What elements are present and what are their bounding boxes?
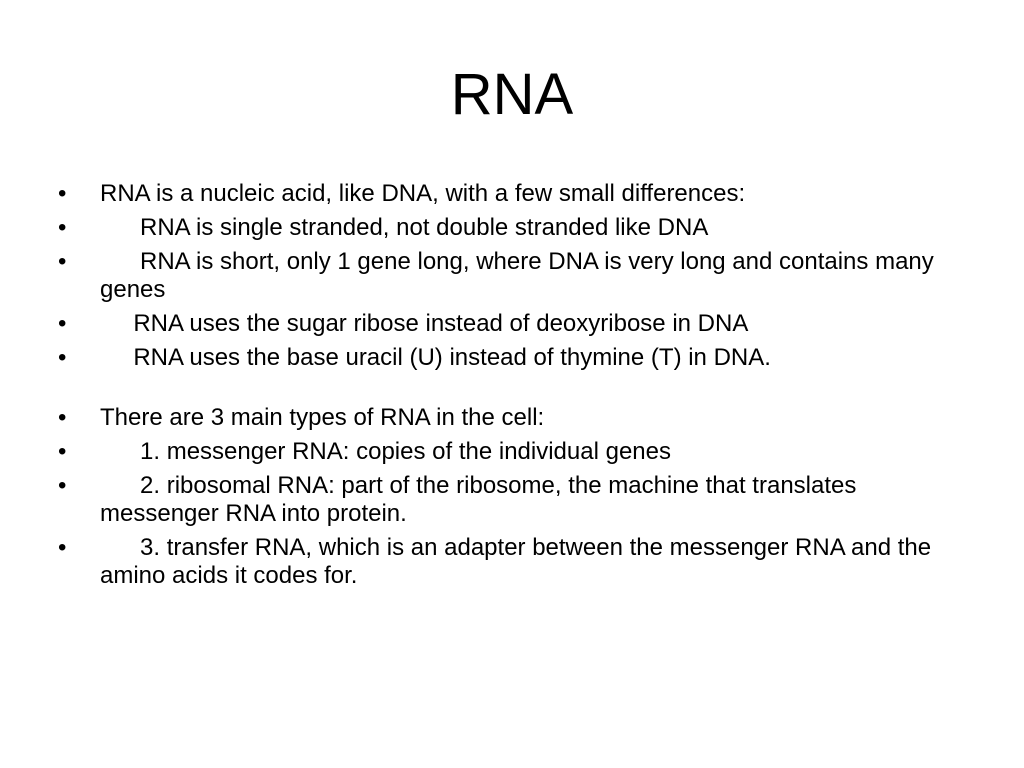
bullet-text: RNA is short, only 1 gene long, where DNA is very long and contains many genes xyxy=(100,248,941,303)
bullet-item xyxy=(58,214,958,242)
bullet-icon: • xyxy=(58,344,67,371)
bullet-icon: • xyxy=(58,214,67,241)
bullet-text: RNA uses the base uracil (U) instead of thymine (T) in DNA. xyxy=(100,344,771,371)
bullet-item xyxy=(58,310,958,338)
bullet-icon: • xyxy=(58,472,67,499)
bullet-icon: • xyxy=(58,534,67,561)
bullet-icon: • xyxy=(58,438,67,465)
bullet-text: RNA uses the sugar ribose instead of deoxyribose in DNA xyxy=(100,310,749,337)
bullet-text: RNA is single stranded, not double stranded like DNA xyxy=(100,214,709,241)
bullet-text: 1. messenger RNA: copies of the individual genes xyxy=(100,438,671,465)
bullet-text: 3. transfer RNA, which is an adapter between the messenger RNA and the amino acids it codes for. xyxy=(100,534,938,589)
bullet-item xyxy=(58,472,958,528)
bullet-text: RNA is a nucleic acid, like DNA, with a few small differences: xyxy=(100,180,746,207)
bullet-text: There are 3 main types of RNA in the cell: xyxy=(100,404,545,431)
bullet-item xyxy=(58,438,958,466)
bullet-item xyxy=(58,404,958,432)
bullet-icon: • xyxy=(58,180,67,207)
bullet-item xyxy=(58,248,958,304)
bullet-icon: • xyxy=(58,404,67,431)
slide-title: RNA xyxy=(450,62,574,127)
bullet-list xyxy=(58,180,958,596)
bullet-item xyxy=(58,534,958,590)
bullet-text: 2. ribosomal RNA: part of the ribosome, the machine that translates messenger RNA into protein. xyxy=(100,472,864,527)
bullet-icon: • xyxy=(58,310,67,337)
bullet-item xyxy=(58,344,958,372)
bullet-icon: • xyxy=(58,248,67,275)
bullet-item xyxy=(58,180,958,208)
